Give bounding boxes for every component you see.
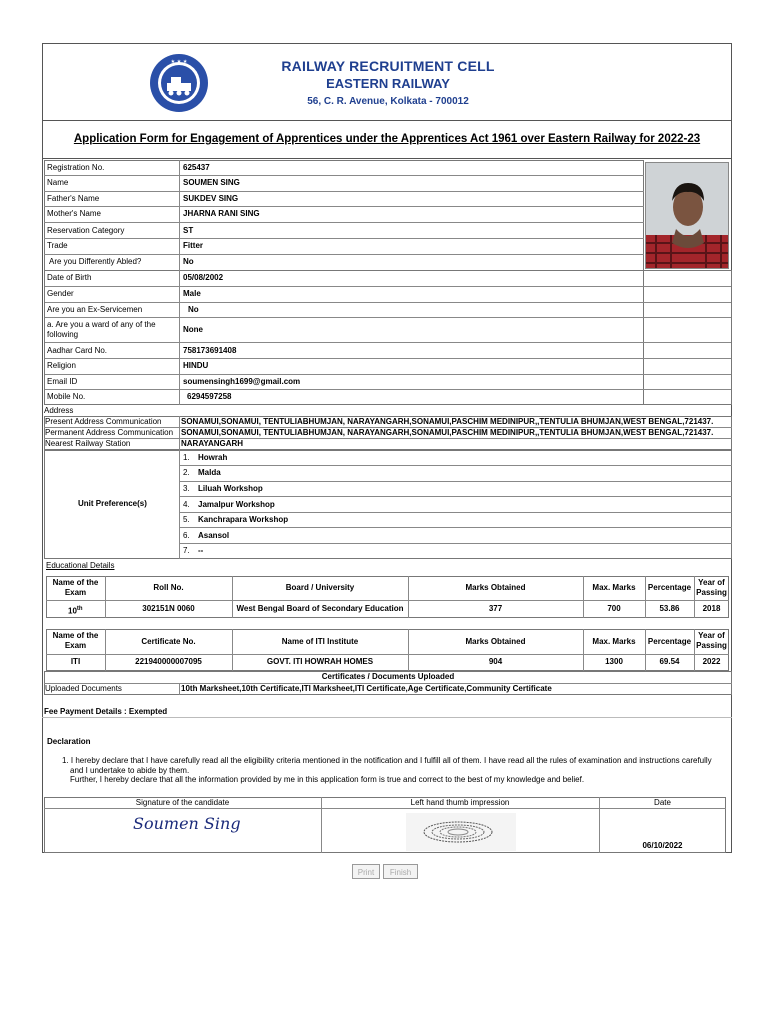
religion-value: HINDU	[183, 361, 209, 370]
aadhar-value: 758173691408	[183, 346, 237, 355]
org-name: RAILWAY RECRUITMENT CELL	[281, 58, 495, 74]
aadhar-label: Aadhar Card No.	[47, 346, 108, 355]
disabled-value: No	[183, 257, 194, 266]
thumb-label: Left hand thumb impression	[410, 798, 510, 807]
td-max: 1300	[605, 657, 623, 666]
td-cert: 221940000007095	[135, 657, 202, 666]
td-year: 2022	[702, 657, 721, 666]
td-marks: 377	[488, 604, 503, 613]
indian-railways-logo-icon	[149, 53, 209, 113]
station-value: NARAYANGARH	[181, 439, 244, 448]
uploaded-documents-value: 10th Marksheet,10th Certificate,ITI Marksheet,ITI Certificate,Age Certificate,Community Certificate	[181, 684, 552, 693]
unit-num: 4.	[183, 500, 190, 509]
th-marks: Marks Obtained	[465, 583, 526, 592]
th-max: Max. Marks	[592, 637, 636, 646]
row-line	[44, 238, 644, 239]
col-divider	[179, 416, 180, 450]
mother-value: JHARNA RANI SING	[183, 209, 260, 218]
org-address: 56, C. R. Avenue, Kolkata - 700012	[307, 96, 469, 107]
th-pct: Percentage	[647, 637, 692, 646]
org-zone: EASTERN RAILWAY	[326, 76, 450, 91]
unit-name: Liluah Workshop	[198, 484, 263, 493]
candidate-photo-image	[646, 163, 729, 269]
th-roll: Roll No.	[153, 583, 184, 592]
declaration-line-3: Further, I hereby declare that all the information provided by me in this application form is true and correct to the best of my knowledge and belief.	[70, 775, 585, 784]
exam-value: 10	[68, 606, 77, 616]
personal-table-lower-border	[44, 270, 732, 405]
th-exam: Name of the Exam	[52, 578, 99, 597]
finish-button[interactable]: Finish	[383, 864, 418, 879]
unit-name: Howrah	[198, 453, 228, 462]
gender-value: Male	[183, 289, 201, 298]
candidate-photo	[645, 162, 729, 269]
td-exam	[68, 604, 83, 617]
td-institute: GOVT. ITI HOWRAH HOMES	[266, 657, 374, 666]
uploaded-documents-label: Uploaded Documents	[45, 684, 122, 693]
declaration-title: Declaration	[47, 737, 91, 746]
form-title-bar	[43, 121, 731, 159]
thumb-impression-icon	[406, 813, 516, 851]
name-value: SOUMEN SING	[183, 178, 240, 187]
permanent-address-value: SONAMUI,SONAMUI, TENTULIABHUMJAN, NARAYANGARH,SONAMUI,PASCHIM MEDINIPUR,,TENTULIA BHUMJAN,WEST BENGAL,721437.	[181, 428, 714, 437]
unit-num: 1.	[183, 453, 190, 462]
col-divider	[179, 270, 180, 405]
svg-text:★ ★ ★: ★ ★ ★	[170, 59, 188, 65]
unit-name: Kanchrapara Workshop	[198, 515, 289, 524]
name-label: Name	[47, 178, 69, 187]
unit-name: Malda	[198, 468, 221, 477]
unit-name: Asansol	[198, 531, 230, 540]
td-year: 2018	[702, 604, 721, 613]
unit-num: 5.	[183, 515, 190, 524]
td-roll: 302151N 0060	[142, 604, 195, 613]
row-line	[44, 206, 644, 207]
row-line	[179, 465, 732, 466]
unit-name: Jamalpur Workshop	[198, 500, 275, 509]
print-button[interactable]: Print	[352, 864, 380, 879]
exservice-value: No	[188, 305, 199, 314]
row-line	[179, 496, 732, 497]
ward-label-line1: a. Are you a ward of any of the	[47, 320, 156, 329]
row-line	[44, 438, 732, 439]
th-marks: Marks Obtained	[465, 637, 526, 646]
th-board: Board / University	[285, 583, 355, 592]
disabled-label: Are you Differently Abled?	[49, 257, 142, 266]
separator	[42, 717, 732, 718]
dob-label: Date of Birth	[47, 273, 92, 282]
unit-num: 3.	[183, 484, 190, 493]
th-max: Max. Marks	[592, 583, 636, 592]
category-value: ST	[183, 226, 194, 235]
category-label: Reservation Category	[47, 226, 125, 235]
education-heading: Educational Details	[46, 561, 115, 570]
row-line	[44, 175, 644, 176]
unit-preference-label: Unit Preference(s)	[78, 499, 147, 508]
address-heading: Address	[44, 406, 74, 415]
signature-label: Signature of the candidate	[135, 798, 230, 807]
email-value: soumensingh1699@gmail.com	[183, 377, 301, 386]
row-line	[44, 222, 644, 223]
mobile-value: 6294597258	[187, 392, 232, 401]
signature-date-value: 06/10/2022	[642, 841, 683, 850]
registration-value: 625437	[183, 163, 210, 172]
th-pct: Percentage	[647, 583, 692, 592]
row-line	[179, 481, 732, 482]
row-line	[179, 512, 732, 513]
unit-num: 7.	[183, 546, 190, 555]
td-max: 700	[607, 604, 621, 613]
unit-num: 2.	[183, 468, 190, 477]
email-label: Email ID	[47, 377, 78, 386]
gender-label: Gender	[47, 289, 74, 298]
present-address-label: Present Address Communication	[45, 417, 162, 426]
row-line	[179, 543, 732, 544]
religion-label: Religion	[47, 361, 76, 370]
mobile-label: Mobile No.	[47, 392, 86, 401]
form-header	[43, 44, 731, 121]
date-label: Date	[654, 798, 671, 807]
row-line	[179, 527, 732, 528]
td-exam: ITI	[70, 657, 81, 666]
row-line	[44, 191, 644, 192]
form-title: Application Form for Engagement of Apprentices under the Apprentices Act 1961 over Eastern Railway for 2022-23	[73, 133, 701, 145]
td-board: West Bengal Board of Secondary Education	[236, 604, 404, 613]
signature-image	[127, 810, 241, 850]
unit-num: 6.	[183, 531, 190, 540]
trade-value: Fitter	[183, 241, 203, 250]
declaration-line-2: and I undertake to abide by them.	[70, 766, 190, 775]
fee-payment-details: Fee Payment Details : Exempted	[44, 707, 168, 716]
mother-label: Mother's Name	[47, 209, 101, 218]
unit-name: --	[198, 546, 204, 555]
col-divider	[179, 683, 180, 695]
td-pct: 53.86	[659, 604, 680, 613]
row-line	[46, 600, 729, 601]
dob-value: 05/08/2002	[183, 273, 224, 282]
row-line	[44, 808, 726, 809]
td-pct: 69.54	[659, 657, 680, 666]
certificates-title: Certificates / Documents Uploaded	[321, 672, 455, 681]
father-label: Father's Name	[47, 194, 100, 203]
father-value: SUKDEV SING	[183, 194, 239, 203]
th-year: Year of Passing	[696, 631, 727, 650]
th-exam: Name of the Exam	[52, 631, 99, 650]
ward-label-line2: following	[47, 330, 79, 339]
th-year: Year of Passing	[696, 578, 727, 597]
declaration-line-1: 1. I hereby declare that I have carefully read all the eligibility criteria mentioned in the notification and I fulfill all of them. I have read all the rules of examination and instructions carefully	[62, 756, 712, 765]
station-label: Nearest Railway Station	[45, 439, 131, 448]
row-line	[44, 254, 644, 255]
trade-label: Trade	[47, 241, 68, 250]
th-institute: Name of ITI Institute	[281, 637, 359, 646]
signature-scribble: Soumen Sing	[133, 814, 241, 833]
td-marks: 904	[488, 657, 503, 666]
exservice-label: Are you an Ex-Servicemen	[47, 305, 143, 314]
exam-superscript: th	[76, 606, 83, 612]
row-line	[46, 654, 729, 655]
ward-value: None	[183, 325, 203, 334]
permanent-address-label: Permanent Address Communication	[45, 428, 174, 437]
present-address-value: SONAMUI,SONAMUI, TENTULIABHUMJAN, NARAYANGARH,SONAMUI,PASCHIM MEDINIPUR,,TENTULIA BHUMJAN,WEST BENGAL,721437.	[181, 417, 714, 426]
th-cert: Certificate No.	[141, 637, 196, 646]
registration-label: Registration No.	[47, 163, 105, 172]
